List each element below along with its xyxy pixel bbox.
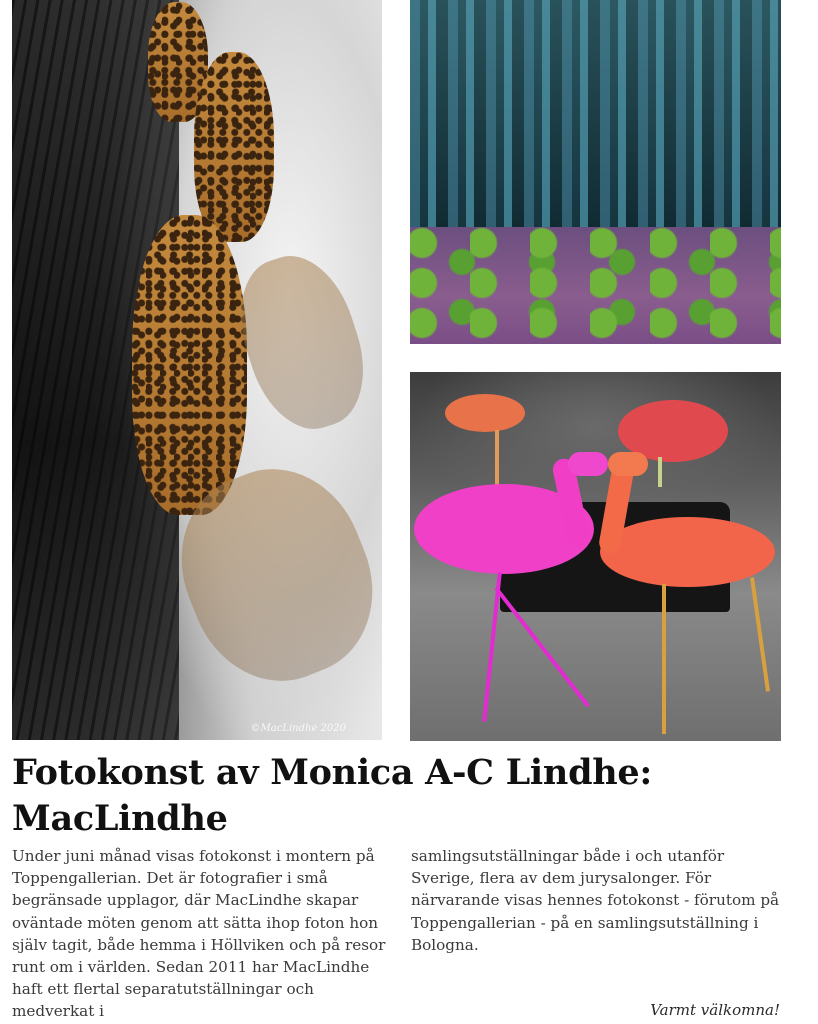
forest-haze [410, 0, 781, 241]
flamingo-leg [662, 584, 666, 734]
article-body-right: samlingsutställningar både i och utanför Sverige, flera av dem jurysalonger. För närvarande visas hennes fotokonst - förutom på Toppengallerian - på en samlingsutställning i Bologna. [411, 847, 780, 954]
cheetah-middle [194, 52, 274, 242]
flamingo-leg [495, 430, 499, 485]
flamingo-back-left [445, 394, 525, 432]
flamingo-orange-head [608, 452, 648, 476]
headline-line-2: MacLindhe [12, 798, 228, 839]
flamingo-leg [750, 577, 770, 691]
flamingo-orange [600, 517, 775, 587]
headline-line-1: Fotokonst av Monica A-C Lindhe: [12, 752, 652, 793]
cheetah-near [132, 215, 247, 515]
article-body-left: Under juni månad visas fotokonst i montern på Toppengallerian. Det är fotografier i små begränsade upplagor, där MacLindhe skapar oväntade möten genom att sätta ihop foton hon själv tagit, både hemma i Höllviken och på resor runt om i världen. Sedan 2011 har MacLindhe haft ett flertal separatutställningar och medverkat i [12, 847, 386, 1021]
flamingo-leg [658, 457, 662, 487]
photo-watermark: ©MacLindhe 2020 [250, 723, 346, 734]
forest-floor [410, 227, 781, 344]
cheetah-photo [12, 0, 382, 740]
flamingo-photo [410, 372, 781, 741]
article-headline [12, 750, 802, 842]
closing-greeting: Varmt välkomna! [650, 1001, 780, 1019]
forest-photo [410, 0, 781, 344]
flamingo-pink-head [568, 452, 608, 476]
